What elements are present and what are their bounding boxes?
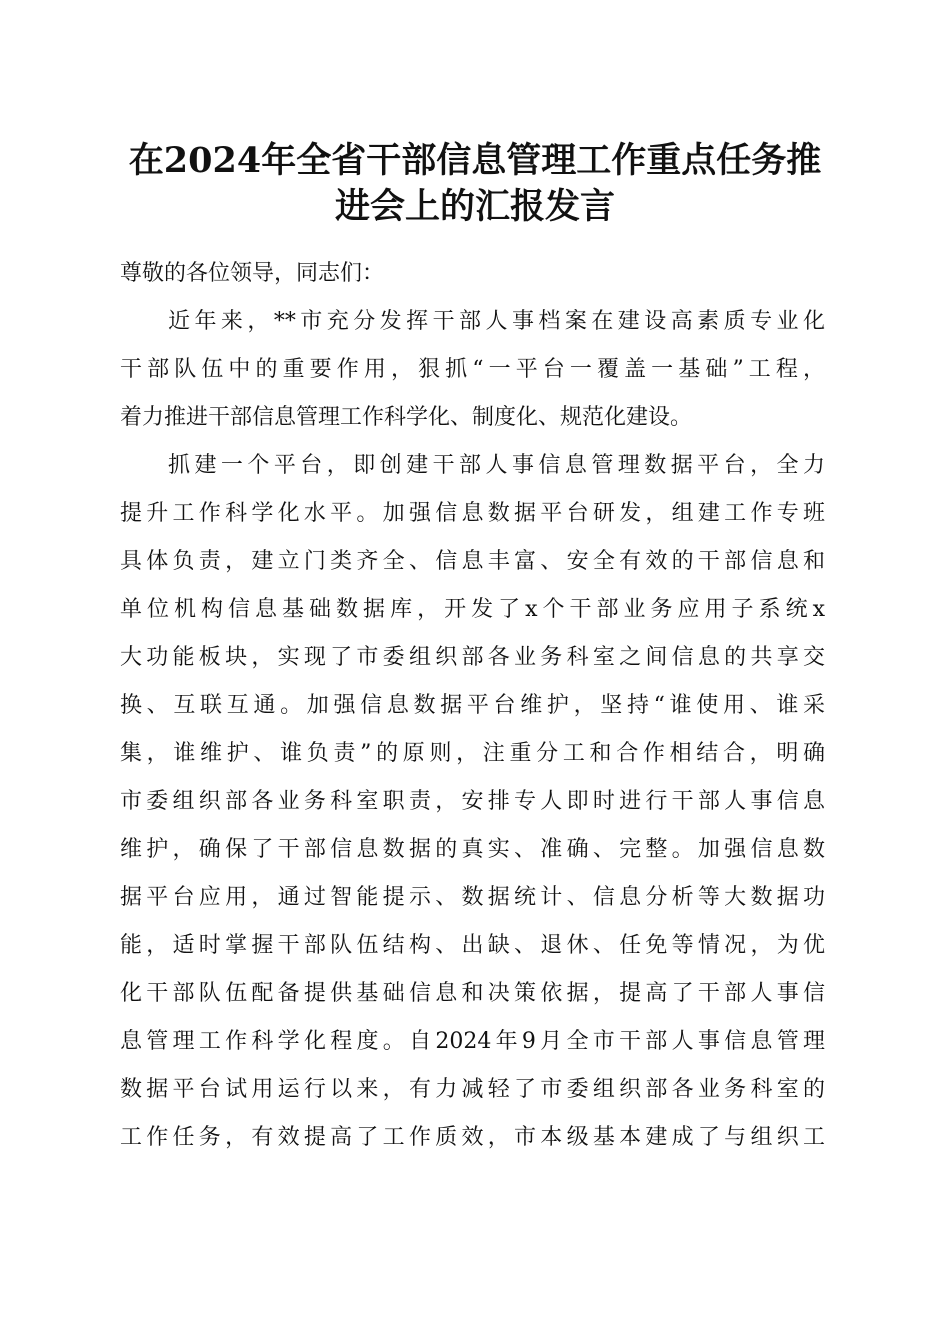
- document-title: [100, 138, 850, 230]
- text-line: 提升工作科学化水平。加强信息数据平台研发，组建工作专班: [120, 501, 825, 526]
- title-line: 在2024年全省干部信息管理工作重点任务推: [128, 140, 822, 181]
- salutation: 尊敬的各位领导，同志们：: [120, 261, 385, 286]
- text-line: 换、互联互通。加强信息数据平台维护，坚持“谁使用、谁采: [120, 693, 825, 718]
- text-line: 化干部队伍配备提供基础信息和决策依据，提高了干部人事信: [120, 981, 825, 1006]
- text-line: 市委组织部各业务科室职责，安排专人即时进行干部人事信息: [120, 789, 825, 814]
- title-line: 进会上的汇报发言: [334, 186, 615, 227]
- text-line: 大功能板块，实现了市委组织部各业务科室之间信息的共享交: [120, 645, 825, 670]
- text-line: 据平台应用，通过智能提示、数据统计、信息分析等大数据功: [120, 885, 825, 910]
- paragraph-2: [120, 442, 825, 1162]
- text-line: 单位机构信息基础数据库，开发了x个干部业务应用子系统x: [120, 597, 825, 622]
- text-line: 具体负责，建立门类齐全、信息丰富、安全有效的干部信息和: [120, 549, 825, 574]
- text-line: 能，适时掌握干部队伍结构、出缺、退休、任免等情况，为优: [120, 933, 825, 958]
- text-line: 集，谁维护、谁负责”的原则，注重分工和合作相结合，明确: [120, 741, 825, 766]
- text-line: 息管理工作科学化程度。自2024年9月全市干部人事信息管理: [120, 1029, 825, 1054]
- text-line: 着力推进干部信息管理工作科学化、制度化、规范化建设。: [120, 405, 693, 430]
- text-line: 近年来，**市充分发挥干部人事档案在建设高素质专业化: [168, 309, 825, 334]
- text-line: 干部队伍中的重要作用，狠抓“一平台一覆盖一基础”工程，: [120, 357, 825, 382]
- paragraph-1: [120, 298, 825, 442]
- text-line: 工作任务，有效提高了工作质效，市本级基本建成了与组织工: [120, 1125, 825, 1150]
- text-line: 抓建一个平台，即创建干部人事信息管理数据平台，全力: [168, 453, 825, 478]
- document-body: [120, 250, 825, 1162]
- text-line: 维护，确保了干部信息数据的真实、准确、完整。加强信息数: [120, 837, 825, 862]
- text-line: 数据平台试用运行以来，有力减轻了市委组织部各业务科室的: [120, 1077, 825, 1102]
